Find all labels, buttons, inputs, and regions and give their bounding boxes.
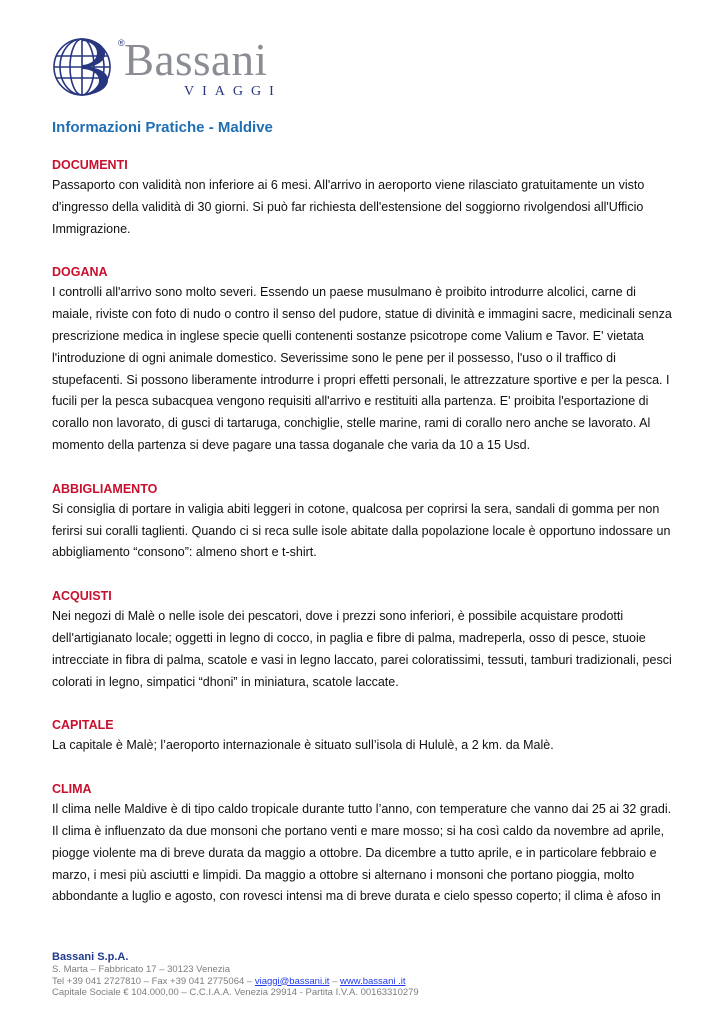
logo-subtitle: VIAGGI: [184, 84, 282, 99]
document-body: [52, 155, 672, 930]
section-capitale: [52, 715, 672, 757]
company-logo: [52, 34, 312, 104]
footer-legal: Capitale Sociale € 104.000,00 – C.C.I.A.A. Venezia 29914 - Partita I.V.A. 00163310279: [52, 987, 419, 998]
footer-phone-fax: Tel +39 041 2727810 – Fax +39 041 2775064 –: [52, 975, 255, 987]
section-text: I controlli all'arrivo sono molto severi. Essendo un paese musulmano è proibito introdurre alcolici, carne di maiale, riviste con foto di nudo o contro il senso del pudore, statue di divinità e immagini sacre, medicinali senza prescrizione medica in inglese specie quelli contenenti sostanze psicotrope come Valium e Tavor. E' vietata l'introduzione di ogni animale domestico. Severissime sono le pene per il possesso, l'uso o il traffico di stupefacenti. Si possono liberamente introdurre i propri effetti personali, le attrezzature sportive e per la pesca. I fucili per la pesca subacquea vengono requisiti all'arrivo e restituiti alla partenza. E' proibita l'esportazione di corallo non lavorato, di gusci di tartaruga, conchiglie, stelle marine, rami di corallo nero anche se lavorato. Al momento della partenza si deve pagare una tassa doganale che varia da 10 a 15 Usd.: [52, 285, 672, 452]
section-heading: DOCUMENTI: [52, 158, 128, 172]
footer-company-name: Bassani S.p.A.: [52, 951, 129, 963]
section-abbigliamento: [52, 479, 672, 564]
section-text: Il clima nelle Maldive è di tipo caldo tropicale durante tutto l’anno, con temperature che vanno dai 25 ai 32 gradi. Il clima è influenzato da due monsoni che portano venti e mare mosso; si ha così caldo da novembre ad aprile, piogge violente ma di breve durata da maggio a ottobre. Da dicembre a tutto aprile, e in particolare febbraio e marzo, i mesi più asciutti e limpidi. Da maggio a ottobre si alternano i monsoni che portano pioggia, molto abbondante a luglio e agosto, con rovesci intensi ma di breve durata e cielo spesso coperto; il clima è afoso in: [52, 802, 672, 904]
document-title: Informazioni Pratiche - Maldive: [52, 119, 273, 136]
section-acquisti: [52, 586, 672, 693]
footer-address: S. Marta – Fabbricato 17 – 30123 Venezia: [52, 964, 230, 975]
section-heading: ACQUISTI: [52, 589, 112, 604]
section-text: La capitale è Malè; l’aeroporto internazionale è situato sull’isola di Hululè, a 2 km. da Malè.: [52, 738, 554, 753]
section-text: Si consiglia di portare in valigia abiti leggeri in cotone, qualcosa per coprirsi la sera, sandali di gomma per non ferirsi sui coralli taglienti. Quando ci si reca sulle isole abitate dalla popolazione locale è opportuno indossare un abbigliamento “consono”: almeno short e t-shirt.: [52, 501, 671, 560]
section-dogana: [52, 262, 672, 456]
footer-contacts: [52, 976, 419, 988]
footer-separator: –: [329, 975, 341, 987]
footer-email-link[interactable]: viaggi@bassani.it: [254, 975, 330, 987]
section-heading: CLIMA: [52, 782, 92, 797]
section-text: Passaporto con validità non inferiore ai 6 mesi. All'arrivo in aeroporto viene rilasciato gratuitamente un visto d'ingresso della validità di 30 giorni. Si può far richiesta dell'estensione del soggiorno rivolgendosi all'Ufficio Immigrazione.: [52, 178, 645, 236]
section-heading: ABBIGLIAMENTO: [52, 481, 158, 496]
section-text: Nei negozi di Malè o nelle isole dei pescatori, dove i prezzi sono inferiori, è possibile acquistare prodotti dell'artigianato locale; oggetti in legno di cocco, in paglia e fibre di palma, madreperla, osso di pesce, stuoie intrecciate in fibra di palma, scatole e vasi in legno laccato, parei coloratissimi, tessuti, tamburi tradizionali, pesci colorati in legno, simpatici “dhoni” in miniatura, scatole laccate.: [52, 609, 672, 689]
registered-mark: ®: [118, 38, 125, 48]
page-footer: [52, 950, 419, 999]
footer-website-link[interactable]: www.bassani .it: [340, 975, 406, 987]
section-heading: CAPITALE: [52, 718, 114, 733]
logo-brand-text: Bassani: [124, 35, 268, 85]
section-heading: DOGANA: [52, 265, 108, 280]
globe-b-monogram-icon: [52, 34, 118, 100]
section-clima: [52, 779, 672, 908]
section-documenti: [52, 155, 672, 240]
